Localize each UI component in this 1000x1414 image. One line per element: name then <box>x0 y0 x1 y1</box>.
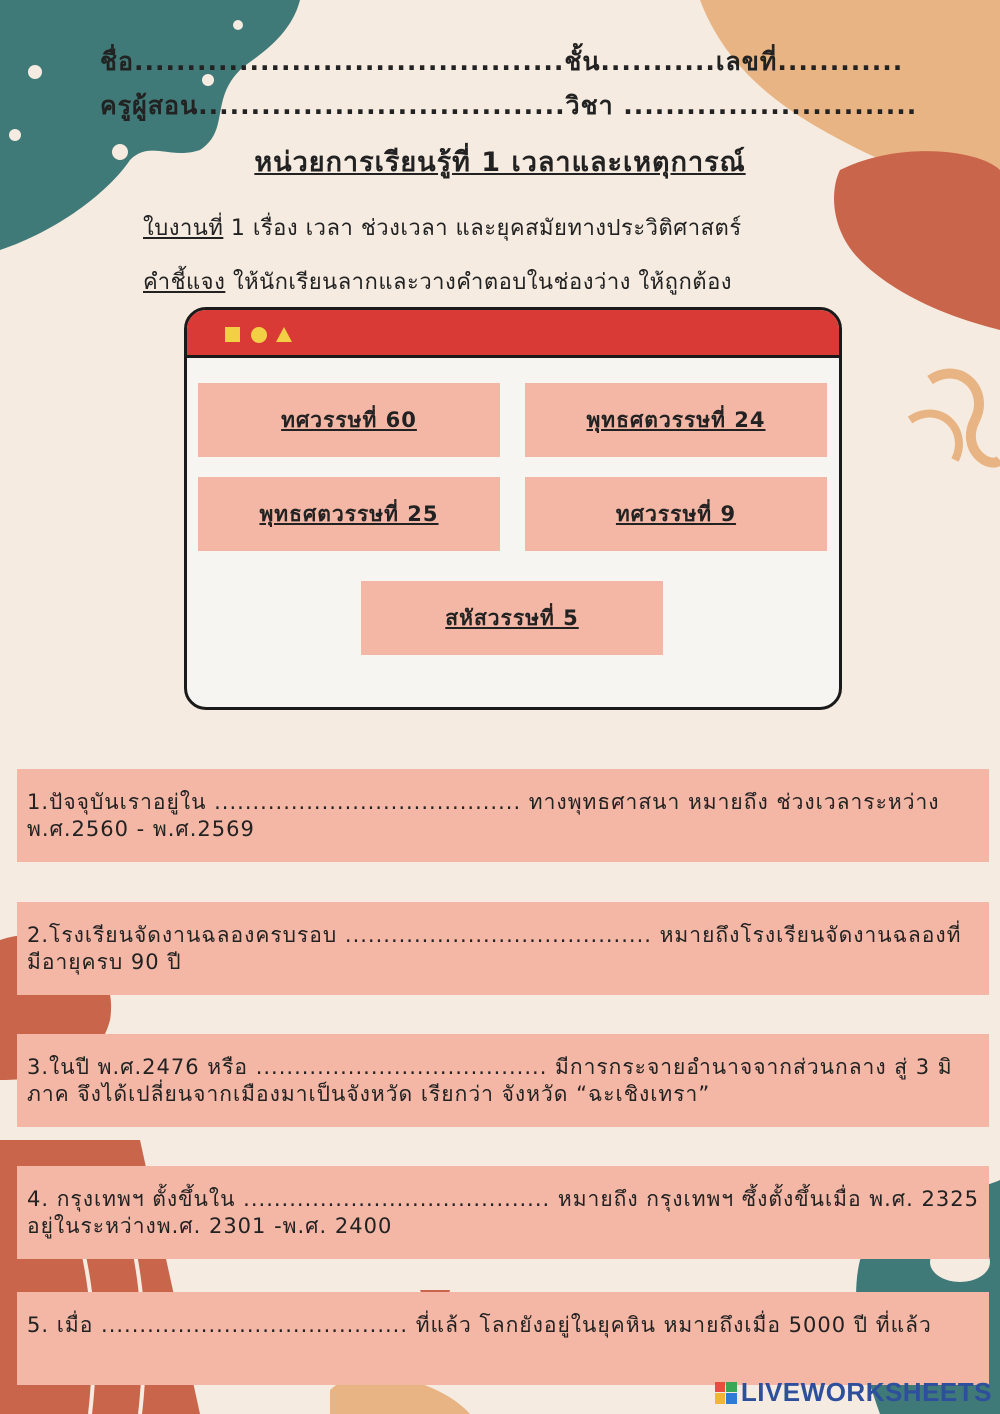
answer-chip[interactable]: ทศวรรษที่ 9 <box>525 477 827 551</box>
worksheet-subtitle <box>143 210 742 245</box>
worksheet-text: 1 เรื่อง เวลา ช่วงเวลา และยุคสมัยทางประวิติศาสตร์ <box>223 216 742 241</box>
instruction-text: ให้นักเรียนลากและวางคำตอบในช่องว่าง ให้ถูกต้อง <box>225 270 733 295</box>
circle-icon <box>251 327 267 343</box>
instruction-line <box>143 264 732 299</box>
question-box[interactable]: 5. เมื่อ ........................................ ที่แล้ว โลกยังอยู่ในยุคหิน หมายถึงเมื่อ 5000 ปี ที่แล้ว <box>17 1292 989 1385</box>
liveworksheets-logo-icon <box>715 1382 737 1404</box>
brand-name: LIVEWORKSHEETS <box>740 1377 992 1407</box>
question-box[interactable]: 2.โรงเรียนจัดงานฉลองครบรอบ ........................................ หมายถึงโรงเรียนจัดงานฉลองที่มีอายุครบ 90 ปี <box>17 902 989 995</box>
question-box[interactable]: 4. กรุงเทพฯ ตั้งขึ้นใน ........................................ หมายถึง กรุงเทพฯ ซึ้งตั้งขึ้นเมื่อ พ.ศ. 2325 อยู่ในระหว่างพ.ศ. 2301 -พ.ศ. 2400 <box>17 1166 989 1259</box>
unit-title: หน่วยการเรียนรู้ที่ 1 เวลาและเหตุการณ์ <box>254 147 746 178</box>
triangle-icon <box>276 327 292 342</box>
question-box[interactable]: 1.ปัจจุบันเราอยู่ใน ........................................ ทางพุทธศาสนา หมายถึง ช่วงเวลาระหว่าง พ.ศ.2560 - พ.ศ.2569 <box>17 769 989 862</box>
answer-chip[interactable]: สหัสวรรษที่ 5 <box>361 581 663 655</box>
student-name-class-number-line: ชื่อ.........................................ชั้น...........เลขที่............ <box>100 47 904 76</box>
worksheet-label: ใบงานที่ <box>143 216 224 241</box>
answer-chip[interactable]: พุทธศตวรรษที่ 25 <box>198 477 500 551</box>
teacher-subject-line: ครูผู้สอน...................................วิชา ............................ <box>100 91 918 120</box>
question-box[interactable]: 3.ในปี พ.ศ.2476 หรือ ...................................... มีการกระจายอำนาจจากส่วนกลาง สู่ 3 มิภาค จึงได้เปลี่ยนจากเมืองมาเป็นจังหวัด เรียกว่า จังหวัด “ฉะเชิงเทรา” <box>17 1034 989 1127</box>
instruction-label: คำชี้แจง <box>143 270 226 295</box>
square-icon <box>225 327 240 342</box>
answer-chip[interactable]: ทศวรรษที่ 60 <box>198 383 500 457</box>
answer-bank-window <box>184 307 842 710</box>
liveworksheets-logo <box>715 1377 992 1408</box>
window-titlebar <box>187 310 839 358</box>
answer-chip[interactable]: พุทธศตวรรษที่ 24 <box>525 383 827 457</box>
